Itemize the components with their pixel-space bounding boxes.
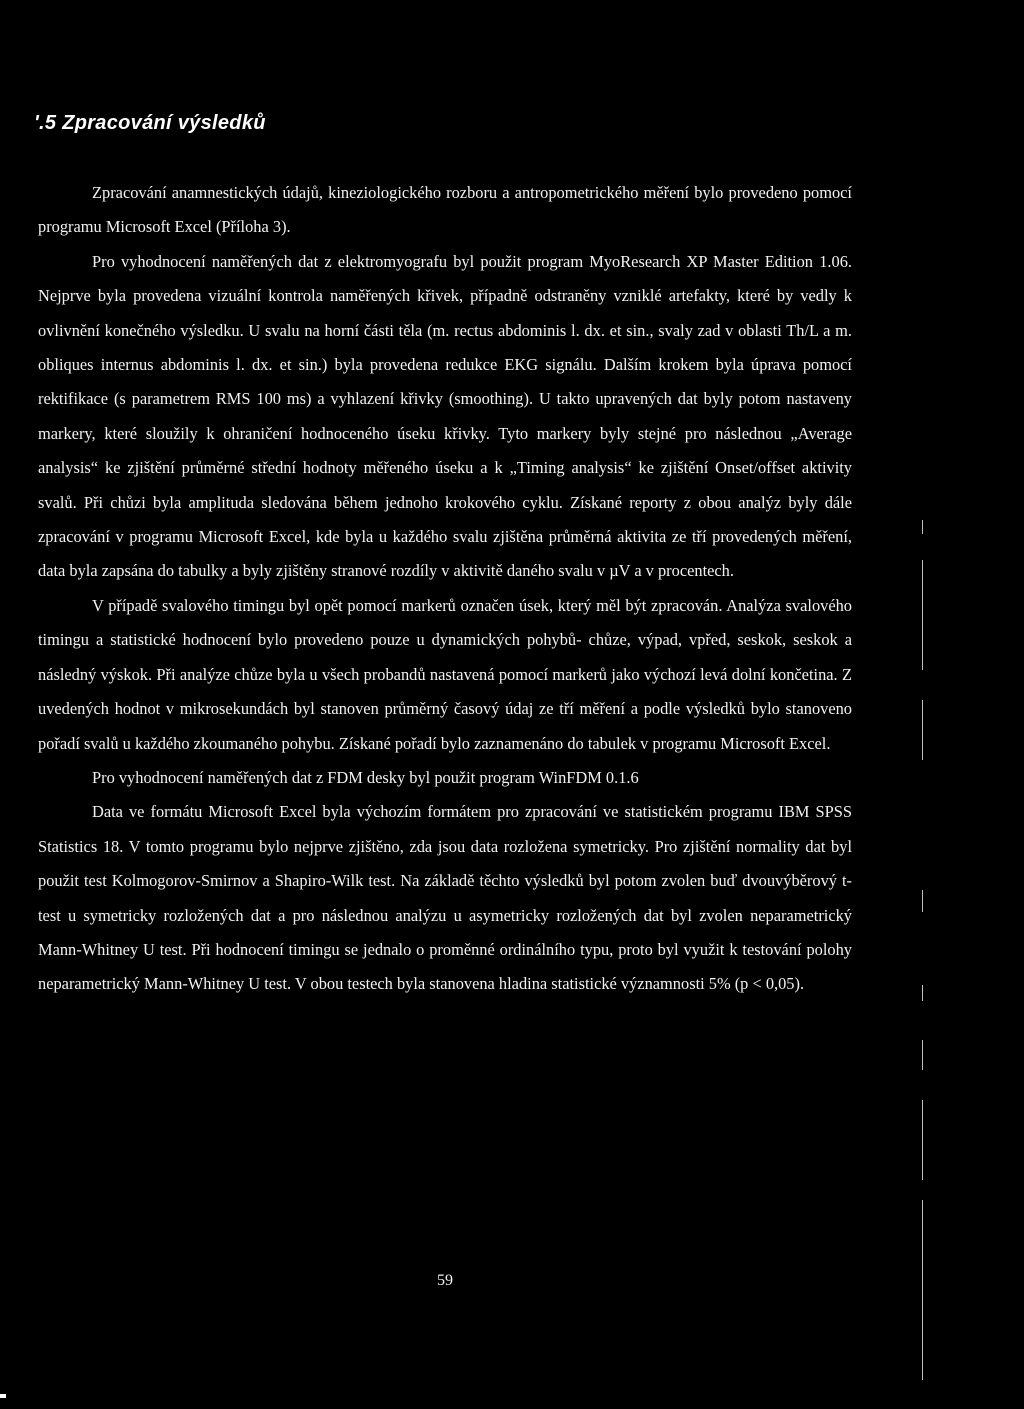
paragraph-statistics: Data ve formátu Microsoft Excel byla výchozím formátem pro zpracování ve statistickém programu IBM SPSS Statistics 18. V tomto programu bylo nejprve zjištěno, zda jsou data rozložena symetricky. Pro zjištění normality dat byl použit test Kolmogorov-Smirnov a Shapiro-Wilk test. Na základě těchto výsledků byl potom zvolen buď dvouvýběrový t-test u symetricky rozložených dat a pro následnou analýzu u asymetricky rozložených dat byl zvolen neparametrický Mann-Whitney U test. Při hodnocení timingu se jednalo o proměnné ordinálního typu, proto byl využit k testování polohy neparametrický Mann-Whitney U test. V obou testech byla stanovena hladina statistické významnosti 5% (p < 0,05).: [38, 802, 852, 994]
paragraph-emg-processing: Pro vyhodnocení naměřených dat z elektromyografu byl použit program MyoResearch XP Master Edition 1.06. Nejprve byla provedena vizuální kontrola naměřených křivek, případně odstraněny vzniklé artefakty, které by vedly k ovlivnění konečného výsledku. U svalu na horní části těla (m. rectus abdominis l. dx. et sin., svaly zad v oblasti Th/L a m. obliques internus abdominis l. dx. et sin.) byla provedena redukce EKG signálu. Dalším krokem byla úprava pomocí rektifikace (s parametrem RMS 100 ms) a vyhlazení křivky (smoothing). U takto upravených dat byly potom nastaveny markery, které sloužily k ohraničení hodnoceného úseku křivky. Tyto markery byly stejné pro následnou „Average analysis“ ke zjištění průměrné střední hodnoty měřeného úseku a k „Timing analysis“ ke zjištění Onset/offset aktivity svalů. Při chůzi byla amplituda sledována během jednoho krokového cyklu. Získané reporty z obou analýz byly dále zpracování v programu Microsoft Excel, kde byla u každého svalu zjištěna průměrná aktivita ze tří provedených měření, data byla zapsána do tabulky a byly zjištěny stranové rozdíly v aktivitě daného svalu v µV a v procentech.: [38, 251, 852, 581]
scan-artifact-line: [922, 985, 923, 1001]
paragraph-data-processing: Zpracování anamnestických údajů, kineziologického rozboru a antropometrického měření bylo provedeno pomocí programu Microsoft Excel (Příloha 3).: [38, 183, 852, 237]
scan-artifact-line: [922, 700, 923, 760]
scan-artifact-line: [922, 520, 923, 534]
scan-artifact-line: [922, 890, 923, 912]
scan-artifact-line: [922, 560, 923, 670]
section-heading: '.5 Zpracování výsledků: [34, 112, 266, 134]
scan-artifact-line: [922, 1200, 923, 1380]
paragraph-fdm-processing: Pro vyhodnocení naměřených dat z FDM desky byl použit program WinFDM 0.1.6: [92, 767, 639, 787]
scan-artifact-line: [922, 1040, 923, 1070]
body-text: [38, 176, 852, 1002]
scan-artifact-line: [922, 1100, 923, 1180]
page-number: 59: [437, 1272, 453, 1289]
paragraph-muscle-timing: V případě svalového timingu byl opět pomocí markerů označen úsek, který měl být zpracován. Analýza svalového timingu a statistické hodnocení bylo provedeno pouze u dynamických pohybů- chůze, výpad, vpřed, seskok, seskok a následný výskok. Při analýze chůze byla u všech probandů nastavená pomocí markerů jako výchozí levá dolní končetina. Z uvedených hodnot v mikrosekundách byl stanoven průměrný časový údaj ze tří měření a podle výsledků bylo stanoveno pořadí svalů u každého zkoumaného pohybu. Získané pořadí bylo zaznamenáno do tabulek v programu Microsoft Excel.: [38, 595, 852, 753]
scan-artifact-corner: [0, 1394, 6, 1398]
